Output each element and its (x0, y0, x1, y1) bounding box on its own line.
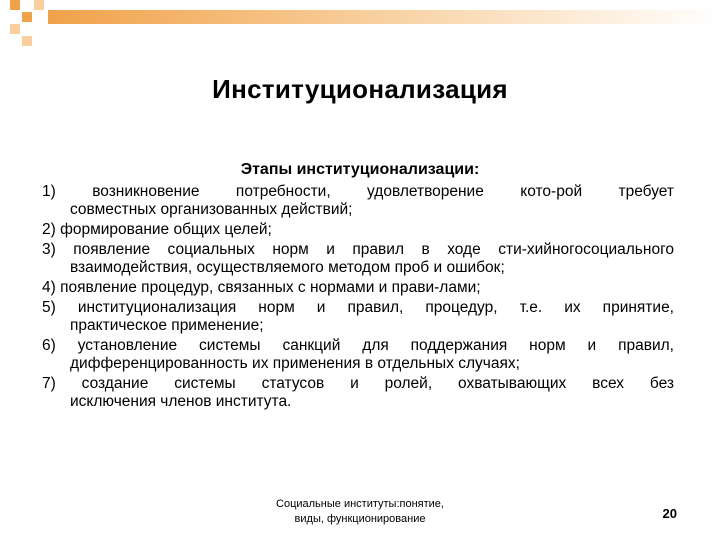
footer-line: Социальные институты:понятие, (276, 498, 444, 510)
decorative-square (22, 12, 32, 22)
list-item-line: 7) создание системы статусов и ролей, охватывающих всех без (42, 375, 674, 392)
decorative-square (22, 36, 32, 46)
list-item-line: 4) появление процедур, связанных с нормами и прави-лами; (42, 279, 481, 296)
slide-subtitle: Этапы институционализации: (240, 161, 480, 178)
list-item-continuation: дифференцированность их применения в отдельных случаях; (70, 355, 520, 372)
page-number: 20 (662, 506, 677, 521)
list-item-line: 3) появление социальных норм и правил в ходе сти-хийногосоциального (42, 241, 674, 258)
list-item-line: 5) институционализация норм и правил, процедур, т.е. их принятие, (42, 299, 674, 316)
footer-line: виды, функционирование (294, 513, 426, 525)
list-item (42, 279, 674, 297)
list-item (42, 183, 674, 219)
list-item-continuation: совместных организованных действий; (70, 201, 353, 218)
decorative-square (34, 0, 44, 10)
list-item (42, 241, 674, 277)
list-item-line: 1) возникновение потребности, удовлетворение кото-рой требует (42, 183, 674, 200)
list-item (42, 337, 674, 373)
decorative-square (10, 0, 20, 10)
list-item (42, 375, 674, 411)
list-item (42, 299, 674, 335)
slide-footer (250, 497, 470, 527)
list-item-continuation: исключения членов института. (70, 393, 292, 410)
list-item (42, 221, 674, 239)
stages-list (42, 183, 674, 413)
list-item-continuation: взаимодействия, осуществляемого методом проб и ошибок; (70, 259, 505, 276)
list-item-continuation: практическое применение; (70, 317, 264, 334)
header-gradient-bar (48, 10, 720, 24)
list-item-line: 2) формирование общих целей; (42, 221, 272, 238)
list-item-line: 6) установление системы санкций для поддержания норм и правил, (42, 337, 674, 354)
decorative-square (10, 24, 20, 34)
slide-title: Институционализация (212, 74, 508, 104)
